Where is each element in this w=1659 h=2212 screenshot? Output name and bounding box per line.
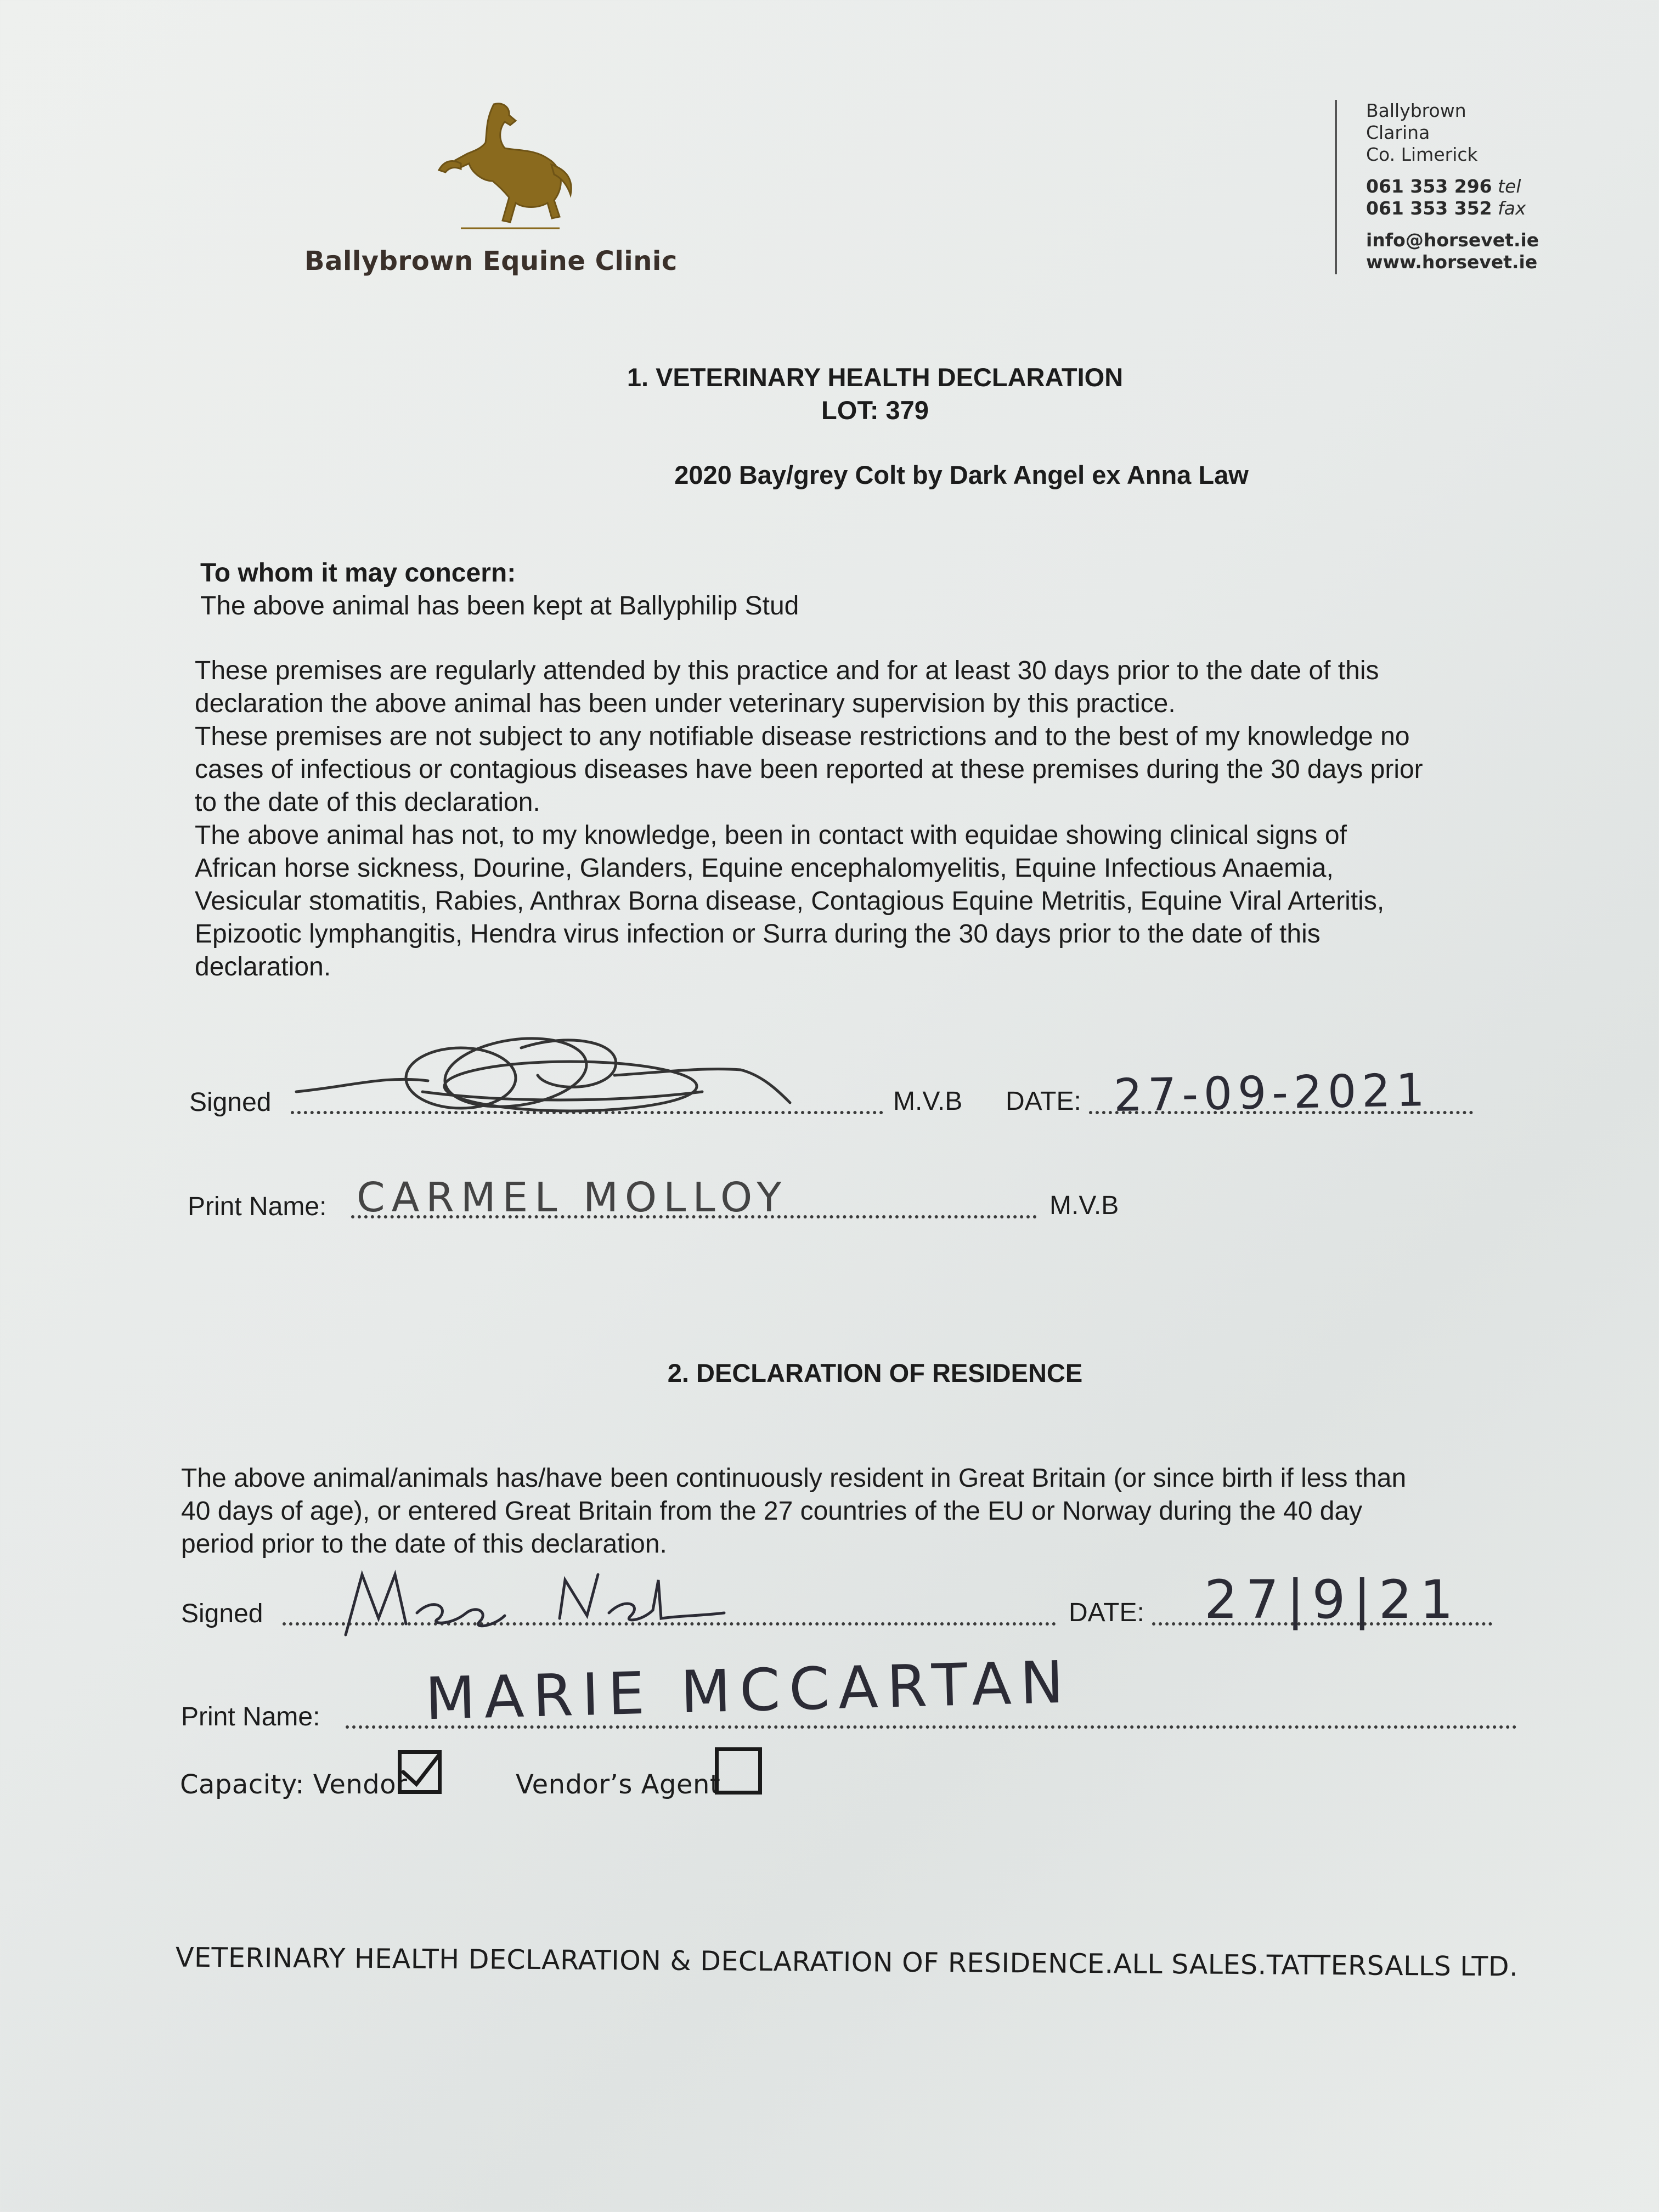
paragraph-line: cases of infectious or contagious diseases have been reported at these premises during the 30 days prior [195, 755, 1423, 784]
address-block [1366, 100, 1539, 273]
section1-title: 1. VETERINARY HEALTH DECLARATION [627, 363, 1124, 392]
paragraph-line: 40 days of age), or entered Great Britain from the 27 countries of the EU or Norway during the 40 day [181, 1497, 1363, 1526]
vet-mvb-label: M.V.B [893, 1087, 963, 1116]
salutation: To whom it may concern: [200, 558, 516, 588]
fax-line [1366, 198, 1539, 219]
address-line-2: Clarina [1366, 122, 1430, 143]
vet-date-label: DATE: [1006, 1087, 1081, 1116]
phone-label: tel [1498, 176, 1521, 197]
vet-signature-image [285, 1009, 801, 1119]
vendor-signed-label: Signed [181, 1599, 263, 1628]
vendor-print-name-value: MARIE MCCARTAN [424, 1648, 1074, 1733]
paragraph-line: to the date of this declaration. [195, 788, 540, 817]
clinic-name: Ballybrown Equine Clinic [304, 246, 678, 276]
checkmark-icon [398, 1750, 442, 1794]
kept-at-statement: The above animal has been kept at Ballyphilip Stud [200, 591, 799, 620]
paragraph-line: Epizootic lymphangitis, Hendra virus infection or Surra during the 30 days prior to the date of this [195, 919, 1321, 949]
horse-logo-icon [428, 99, 582, 236]
paragraph-line: These premises are not subject to any notifiable disease restrictions and to the best of my knowledge no [195, 722, 1410, 751]
vendor-date-value: 27|9|21 [1204, 1569, 1462, 1630]
horse-description: 2020 Bay/grey Colt by Dark Angel ex Anna Law [674, 460, 1249, 489]
address-line-1: Ballybrown [1366, 100, 1466, 121]
vet-print-mvb-label: M.V.B [1049, 1191, 1119, 1220]
phone-line [1366, 176, 1539, 198]
vet-print-name-label: Print Name: [188, 1192, 327, 1221]
clinic-logo [428, 99, 582, 236]
vendor-agent-checkbox[interactable] [715, 1747, 762, 1795]
fax-number: 061 353 352 [1366, 198, 1492, 219]
vendor-date-label: DATE: [1069, 1598, 1144, 1627]
vendor-checkbox[interactable] [398, 1750, 442, 1794]
vet-print-name-value: CARMEL MOLLOY [357, 1174, 788, 1221]
paragraph-line: period prior to the date of this declaration. [181, 1530, 667, 1559]
section2-paragraph [181, 1462, 1629, 1561]
address-line-3: Co. Limerick [1366, 144, 1478, 165]
section1-paragraph [195, 654, 1621, 984]
capacity-vendor-label: Capacity: Vendor [180, 1769, 408, 1800]
paragraph-line: declaration the above animal has been under veterinary supervision by this practice. [195, 689, 1176, 718]
section2-title: 2. DECLARATION OF RESIDENCE [667, 1358, 1083, 1387]
website: www.horsevet.ie [1366, 251, 1538, 273]
lot-number: LOT: 379 [821, 396, 929, 425]
paragraph-line: The above animal has not, to my knowledge, been in contact with equidae showing clinical signs of [195, 821, 1347, 850]
email: info@horsevet.ie [1366, 229, 1539, 251]
address-divider [1335, 100, 1337, 274]
fax-label: fax [1498, 198, 1526, 219]
paragraph-line: African horse sickness, Dourine, Glanders, Equine encephalomyelitis, Equine Infectious Anaemia, [195, 854, 1334, 883]
vendor-print-name-label: Print Name: [181, 1702, 320, 1731]
paragraph-line: The above animal/animals has/have been continuously resident in Great Britain (or since birth if less than [181, 1464, 1407, 1493]
paragraph-line: declaration. [195, 952, 331, 981]
capacity-agent-label: Vendor’s Agent [516, 1769, 721, 1800]
paragraph-line: These premises are regularly attended by this practice and for at least 30 days prior to the date of this [195, 656, 1379, 685]
vet-date-value: 27-09-2021 [1113, 1064, 1431, 1122]
phone-number: 061 353 296 [1366, 176, 1492, 197]
paragraph-line: Vesicular stomatitis, Rabies, Anthrax Borna disease, Contagious Equine Metritis, Equine Viral Arteritis, [195, 887, 1385, 916]
vendor-signature-image [340, 1558, 779, 1640]
vet-signed-label: Signed [189, 1088, 272, 1117]
form-footer: VETERINARY HEALTH DECLARATION & DECLARATION OF RESIDENCE.ALL SALES.TATTERSALLS LTD. [175, 1942, 1519, 1983]
